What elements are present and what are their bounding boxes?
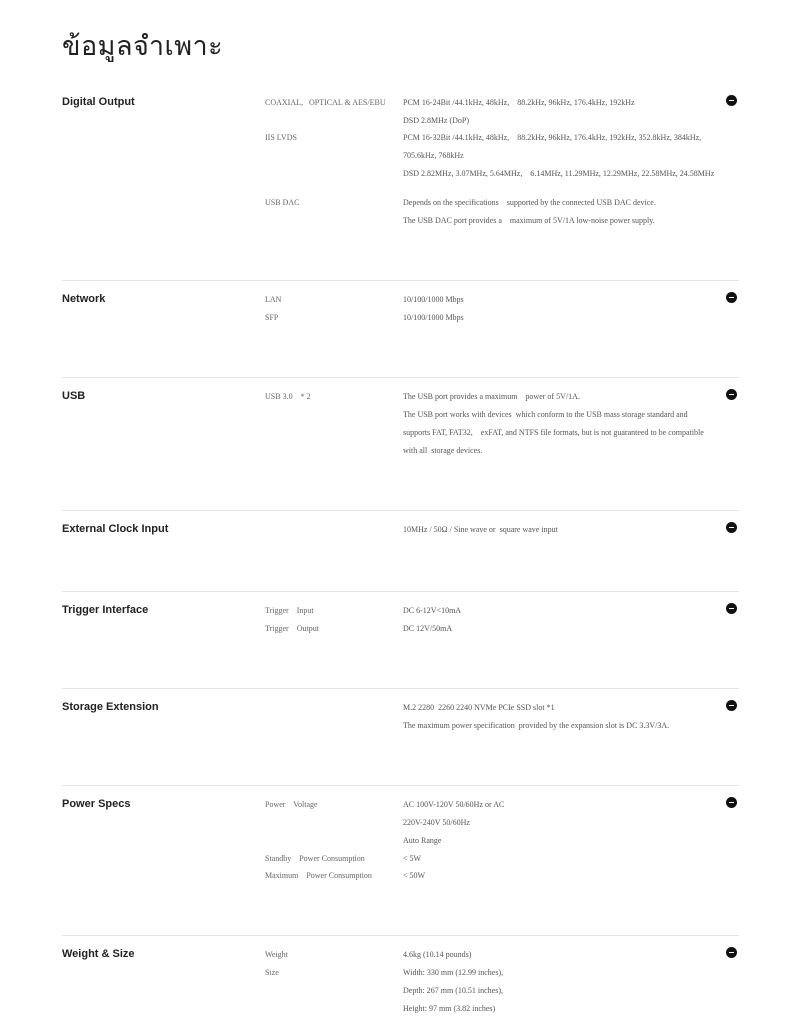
spec-value: The USB DAC port provides a maximum of 5V/1A low-noise power supply.: [403, 216, 655, 225]
section-title: Digital Output: [62, 96, 135, 108]
spec-value: PCM 16-32Bit /44.1kHz, 48kHz, 88.2kHz, 96kHz, 176.4kHz, 192kHz, 352.8kHz, 384kHz,: [403, 133, 702, 142]
section-divider: [62, 510, 739, 511]
collapse-icon[interactable]: [726, 95, 737, 106]
spec-value: M.2 2280 2260 2240 NVMe PCIe SSD slot *1: [403, 703, 555, 712]
section-title: Power Specs: [62, 798, 131, 810]
spec-value: supports FAT, FAT32, exFAT, and NTFS file formats, but is not guaranteed to be compatible: [403, 428, 704, 437]
section-title: USB: [62, 390, 86, 402]
section-title: Network: [62, 293, 106, 305]
spec-value: 10/100/1000 Mbps: [403, 295, 464, 304]
spec-label: LAN: [265, 295, 282, 304]
spec-value: PCM 16-24Bit /44.1kHz, 48kHz, 88.2kHz, 96kHz, 176.4kHz, 192kHz: [403, 98, 635, 107]
section-divider: [62, 785, 739, 786]
spec-label: Maximum Power Consumption: [265, 871, 372, 880]
spec-value: AC 100V-120V 50/60Hz or AC: [403, 800, 505, 809]
spec-value: < 5W: [403, 854, 422, 863]
spec-value: Height: 97 mm (3.82 inches): [403, 1004, 496, 1013]
collapse-icon[interactable]: [726, 700, 737, 711]
spec-label: Trigger Output: [265, 624, 319, 633]
spec-value: Auto Range: [403, 836, 442, 845]
spec-value: The USB port provides a maximum power of 5V/1A.: [403, 392, 580, 401]
section-divider: [62, 591, 739, 592]
spec-value: Depends on the specifications supported by the connected USB DAC device.: [403, 198, 656, 207]
spec-value: 10/100/1000 Mbps: [403, 313, 464, 322]
collapse-icon[interactable]: [726, 947, 737, 958]
spec-value: DC 6-12V<10mA: [403, 606, 462, 615]
section-title: Weight & Size: [62, 948, 135, 960]
spec-label: Standby Power Consumption: [265, 854, 365, 863]
spec-value: DC 12V/50mA: [403, 624, 453, 633]
spec-label: Power Voltage: [265, 800, 318, 809]
spec-value: 220V-240V 50/60Hz: [403, 818, 470, 827]
spec-label: COAXIAL, OPTICAL & AES/EBU: [265, 98, 386, 107]
section-divider: [62, 688, 739, 689]
section-title: Storage Extension: [62, 701, 159, 713]
spec-label: Size: [265, 968, 279, 977]
spec-value: with all storage devices.: [403, 446, 483, 455]
spec-value: 10MHz / 50Ω / Sine wave or square wave input: [403, 525, 558, 534]
spec-label: Weight: [265, 950, 288, 959]
page-title: ข้อมูลจำเพาะ: [62, 31, 224, 62]
collapse-icon[interactable]: [726, 522, 737, 533]
spec-value: The USB port works with devices which conform to the USB mass storage standard and: [403, 410, 688, 419]
spec-value: DSD 2.8MHz (DoP): [403, 116, 469, 125]
spec-value: 4.6kg (10.14 pounds): [403, 950, 472, 959]
spec-label: USB 3.0 * 2: [265, 392, 311, 401]
collapse-icon[interactable]: [726, 797, 737, 808]
spec-label: SFP: [265, 313, 279, 322]
spec-value: < 50W: [403, 871, 426, 880]
spec-value: DSD 2.82MHz, 3.07MHz, 5.64MHz, 6.14MHz, 11.29MHz, 12.29MHz, 22.58MHz, 24.58MHz: [403, 169, 715, 178]
section-divider: [62, 280, 739, 281]
collapse-icon[interactable]: [726, 603, 737, 614]
spec-label: USB DAC: [265, 198, 300, 207]
section-title: Trigger Interface: [62, 604, 149, 616]
spec-label: IIS LVDS: [265, 133, 297, 142]
spec-value: 705.6kHz, 768kHz: [403, 151, 464, 160]
section-divider: [62, 377, 739, 378]
spec-value: Width: 330 mm (12.99 inches),: [403, 968, 504, 977]
spec-label: Trigger Input: [265, 606, 314, 615]
collapse-icon[interactable]: [726, 389, 737, 400]
section-title: External Clock Input: [62, 523, 169, 535]
spec-value: The maximum power specification provided by the expansion slot is DC 3.3V/3A.: [403, 721, 670, 730]
section-divider: [62, 935, 739, 936]
spec-value: Depth: 267 mm (10.51 inches),: [403, 986, 503, 995]
collapse-icon[interactable]: [726, 292, 737, 303]
